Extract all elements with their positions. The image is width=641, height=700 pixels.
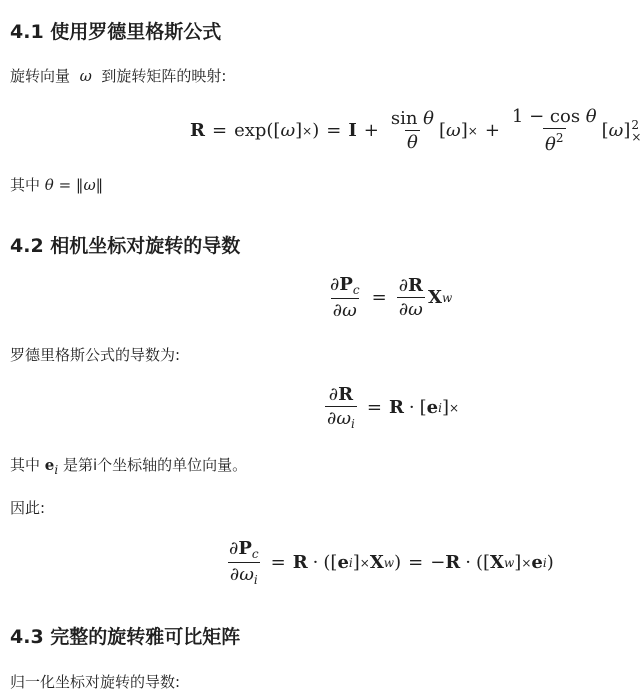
text-where: 其中: [10, 176, 41, 194]
math-omega: ω: [74, 67, 97, 85]
paragraph-unit-vector: [10, 455, 247, 480]
math-theta-norm: θ = ‖ω‖: [44, 176, 104, 194]
equation-component-derivative: $\frac{\partial P_c}{\partial\omega_i}$ = R · ([ e i ] × X w ) = − R · ([ X w ] × e i ): [229, 538, 554, 587]
paragraph-theta-definition: [10, 175, 103, 195]
paragraph-normalized-derivative: 归一化坐标对旋转的导数:: [10, 673, 181, 691]
equation-camera-derivative: $\frac{\partial P_c}{\partial\omega}$ = $\frac{\partial R}{\partial\omega}$ X w: [330, 274, 453, 321]
paragraph-therefore: 因此:: [10, 499, 46, 517]
paragraph-rodrigues-derivative: 罗德里格斯公式的导数为:: [10, 346, 181, 364]
equation-rotation-derivative: $\frac{\partial R}{\partial\omega_i}$ = R · [ e i ] ×: [327, 384, 460, 431]
text-mapping: 到旋转矩阵的映射:: [101, 67, 227, 85]
text-unit-vector: 是第i个坐标轴的单位向量。: [62, 456, 248, 474]
text-where-2: 其中: [10, 456, 41, 474]
equation-rodrigues: R = exp([ ω ] × ) = I + $\frac{\text{sin θ}}{\theta}$ [ ω ] × + $\frac{\text{1 − cos θ}}{\theta^2}$ [ ω ] 2 ×: [190, 106, 641, 155]
math-e-i: $e_i$: [44, 456, 59, 477]
paragraph-rotation-vector: [10, 66, 226, 86]
heading-4-3: 4.3 完整的旋转雅可比矩阵: [10, 626, 241, 648]
text-rotation-vector: 旋转向量: [10, 67, 71, 85]
heading-4-2: 4.2 相机坐标对旋转的导数: [10, 235, 241, 257]
heading-4-1: 4.1 使用罗德里格斯公式: [10, 21, 222, 43]
